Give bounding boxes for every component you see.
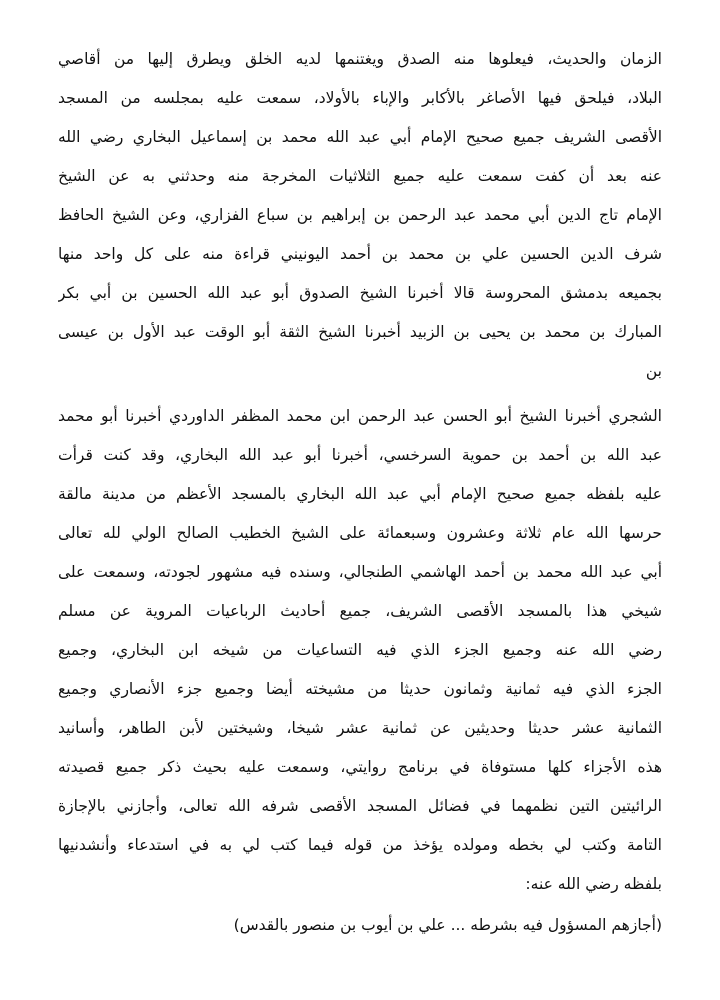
text-line: عبد الله بن أحمد بن حموية السرخسي، أخبرنا أبو عبد الله البخاري، وقد كنت قرأت xyxy=(58,446,662,464)
text-line: الزمان والحديث، فيعلوها منه الصدق ويغتنمها لديه الخلق ويطرق إليها من أقاصي xyxy=(58,50,662,68)
text-line: التامة وكتب لي بخطه ومولده يؤخذ من قوله فيما كتب لي به في استدعاء وأنشدنيها xyxy=(58,836,662,854)
closing-line: (أجازهم المسؤول فيه بشرطه ... علي بن أيوب بن منصور بالقدس) xyxy=(233,916,662,934)
text-line: شيخي هذا بالمسجد الأقصى الشريف، جميع أحاديث الرباعيات المروية عن مسلم xyxy=(58,602,662,620)
text-line: الأقصى الشريف جميع صحيح الإمام أبي عبد الله محمد بن إسماعيل البخاري رضي الله xyxy=(58,128,662,146)
text-line: البلاد، فيلحق فيها الأصاغر بالأكابر والإباء بالأولاد، سمعت عليه بمجلسه من المسجد xyxy=(58,89,662,107)
paragraph-1 xyxy=(58,40,662,391)
text-line: بلفظه رضي الله عنه: xyxy=(525,875,662,893)
paragraph-2 xyxy=(58,397,662,904)
text-line: الثمانية عشر حديثا وحديثين عن ثمانية عشر شيخا، وشيختين لأبن الطاهر، وأسانيد xyxy=(58,719,662,737)
text-line: هذه الأجزاء كلها مستوفاة في برنامج روايتي، وسمعت عليه بحيث ذكر جميع قصيدته xyxy=(58,758,662,776)
text-line: الجزء الذي فيه ثمانية وثمانون حديثا من مشيخته أيضا وجميع جزء الأنصاري وجميع xyxy=(58,680,662,698)
closing-note xyxy=(58,905,662,945)
text-line: عنه بعد أن كفت سمعت عليه جميع الثلاثيات المخرجة منه وحدثني به عن الشيخ xyxy=(58,167,662,185)
text-line: حرسها الله عام ثلاثة وعشرون وسبعمائة على الشيخ الخطيب الصالح الولي لله تعالى xyxy=(58,524,662,542)
text-line: أبي عبد الله محمد بن أحمد الهاشمي الطنجالي، وسنده فيه مشهور لجودته، وسمعت على xyxy=(58,563,662,581)
text-line: رضي الله عنه وجميع الجزء الذي فيه التساعيات من شيخه ابن البخاري، وجميع xyxy=(58,641,662,659)
text-line: المبارك بن محمد بن يحيى بن الزبيد أخبرنا الشيخ الثقة أبو الوقت عبد الأول بن عيسى xyxy=(58,323,662,341)
text-line: بجميعه بدمشق المحروسة قالا أخبرنا الشيخ الصدوق أبو عبد الله الحسين بن أبي بكر xyxy=(58,284,662,302)
text-line: الرائيتين التين نظمهما في فضائل المسجد الأقصى شرفه الله تعالى، وأجازني بالإجازة xyxy=(58,797,662,815)
text-line: عليه بلفظه جميع صحيح الإمام أبي عبد الله البخاري بالمسجد الأعظم من مدينة مالقة xyxy=(58,485,662,503)
text-line: بن xyxy=(645,362,662,380)
text-line: شرف الدين الحسين علي بن محمد بن أحمد اليونيني قراءة منه على كل واحد منها xyxy=(58,245,662,263)
text-line: الإمام تاج الدين أبي محمد عبد الرحمن بن إبراهيم بن سباع الفزاري، وعن الشيخ الحافظ xyxy=(58,206,662,224)
text-line: الشجري أخبرنا الشيخ أبو الحسن عبد الرحمن ابن محمد المظفر الداوردي أخبرنا أبو محمد xyxy=(58,407,662,425)
